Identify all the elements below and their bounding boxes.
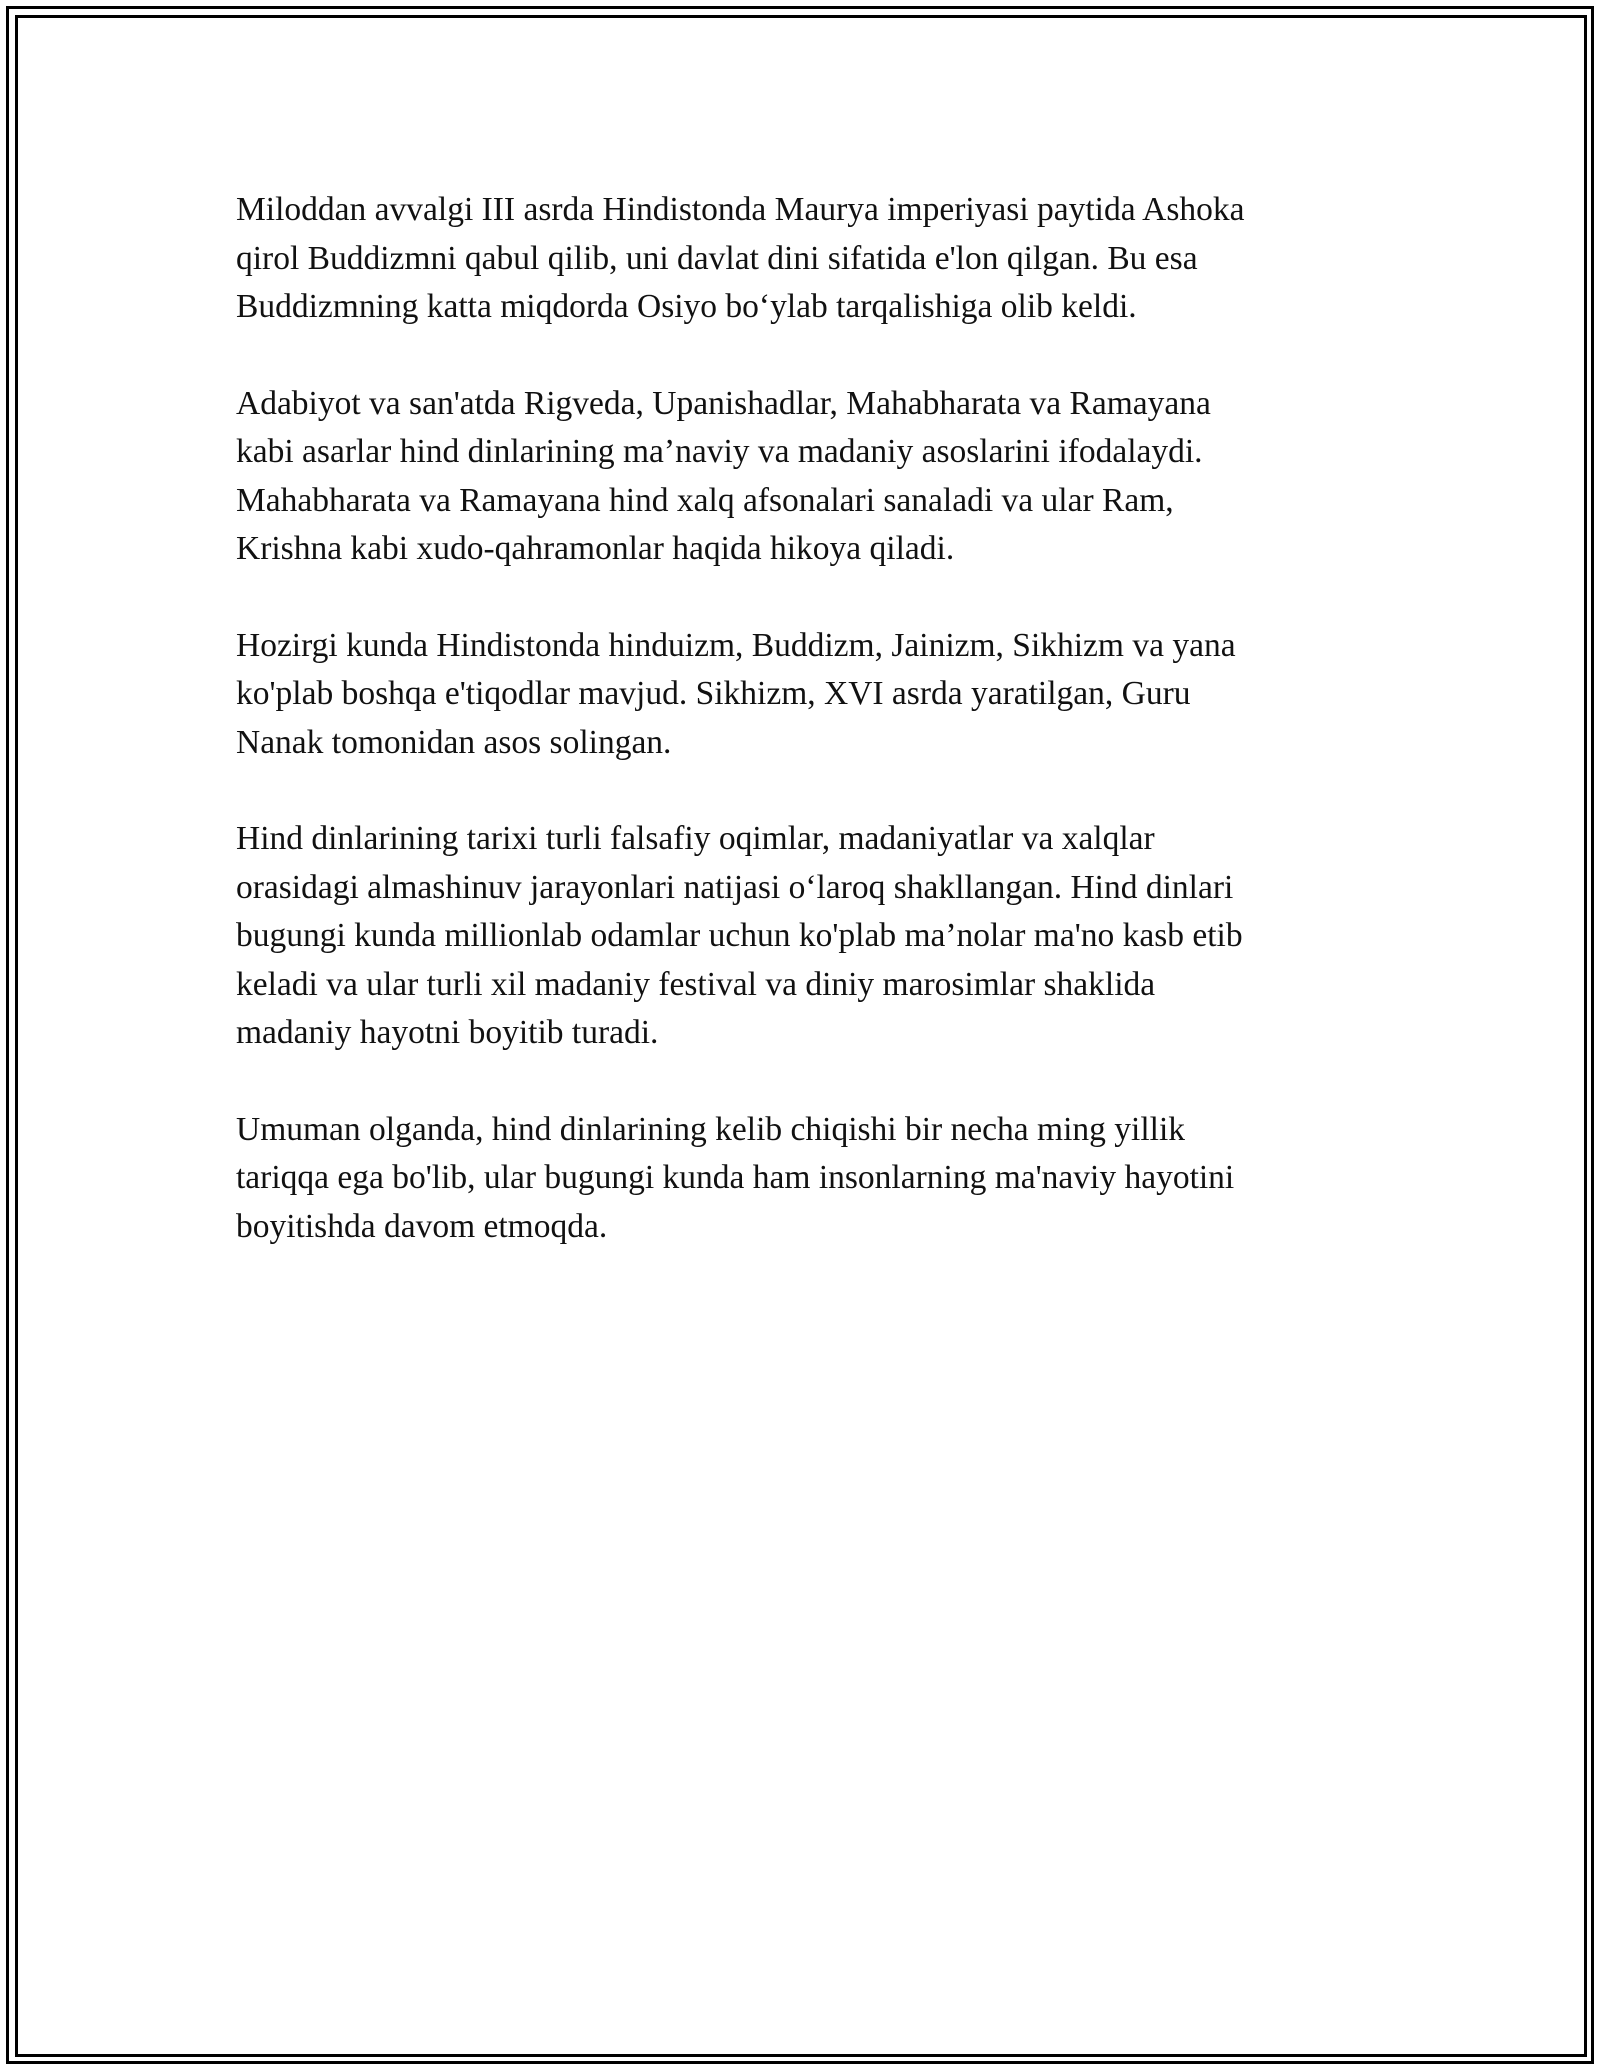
text-line: Hozirgi kunda Hindistonda hinduizm, Buddizm, Jainizm, Sikhizm va yana — [236, 626, 1236, 664]
text-line: Miloddan avvalgi III asrda Hindistonda Maurya imperiyasi paytida Ashoka — [236, 191, 1245, 228]
text-line: Nanak tomonidan asos solingan. — [236, 723, 672, 761]
text-line: keladi va ular turli xil madaniy festival va diniy marosimlar shaklida — [236, 965, 1156, 1003]
text-line: qirol Buddizmni qabul qilib, uni davlat dini sifatida e'lon qilgan. Bu esa — [236, 239, 1198, 277]
text-line: Krishna kabi xudo-qahramonlar haqida hikoya qiladi. — [236, 530, 955, 567]
text-line: kabi asarlar hind dinlarining ma’naviy va madaniy asoslarini ifodalaydi. — [236, 433, 1203, 470]
text-line: ko'plab boshqa e'tiqodlar mavjud. Sikhizm, XVI asrda yaratilgan, Guru — [236, 675, 1191, 712]
text-line: Mahabharata va Ramayana hind xalq afsonalari sanaladi va ular Ram, — [236, 481, 1174, 519]
text-line: bugungi kunda millionlab odamlar uchun ko'plab ma’nolar ma'no kasb etib — [236, 917, 1243, 954]
text-line: orasidagi almashinuv jarayonlari natijasi o‘laroq shakllangan. Hind dinlari — [236, 868, 1234, 906]
text-line: tariqqa ega bo'lib, ular bugungi kunda ham insonlarning ma'naviy hayotini — [236, 1159, 1235, 1196]
document-body — [236, 186, 1366, 1299]
paragraph — [236, 622, 1366, 768]
paragraph — [236, 186, 1366, 332]
text-line: Buddizmning katta miqdorda Osiyo bo‘ylab tarqalishiga olib keldi. — [236, 288, 1137, 325]
text-line: Adabiyot va san'atda Rigveda, Upanishadlar, Mahabharata va Ramayana — [236, 384, 1211, 422]
text-line: boyitishda davom etmoqda. — [236, 1207, 608, 1245]
text-line: Hind dinlarining tarixi turli falsafiy oqimlar, madaniyatlar va xalqlar — [236, 820, 1155, 857]
text-line: Umuman olganda, hind dinlarining kelib chiqishi bir necha ming yillik — [236, 1110, 1186, 1148]
paragraph — [236, 815, 1366, 1058]
paragraph — [236, 380, 1366, 574]
text-line: madaniy hayotni boyitib turadi. — [236, 1014, 659, 1051]
paragraph — [236, 1106, 1366, 1252]
